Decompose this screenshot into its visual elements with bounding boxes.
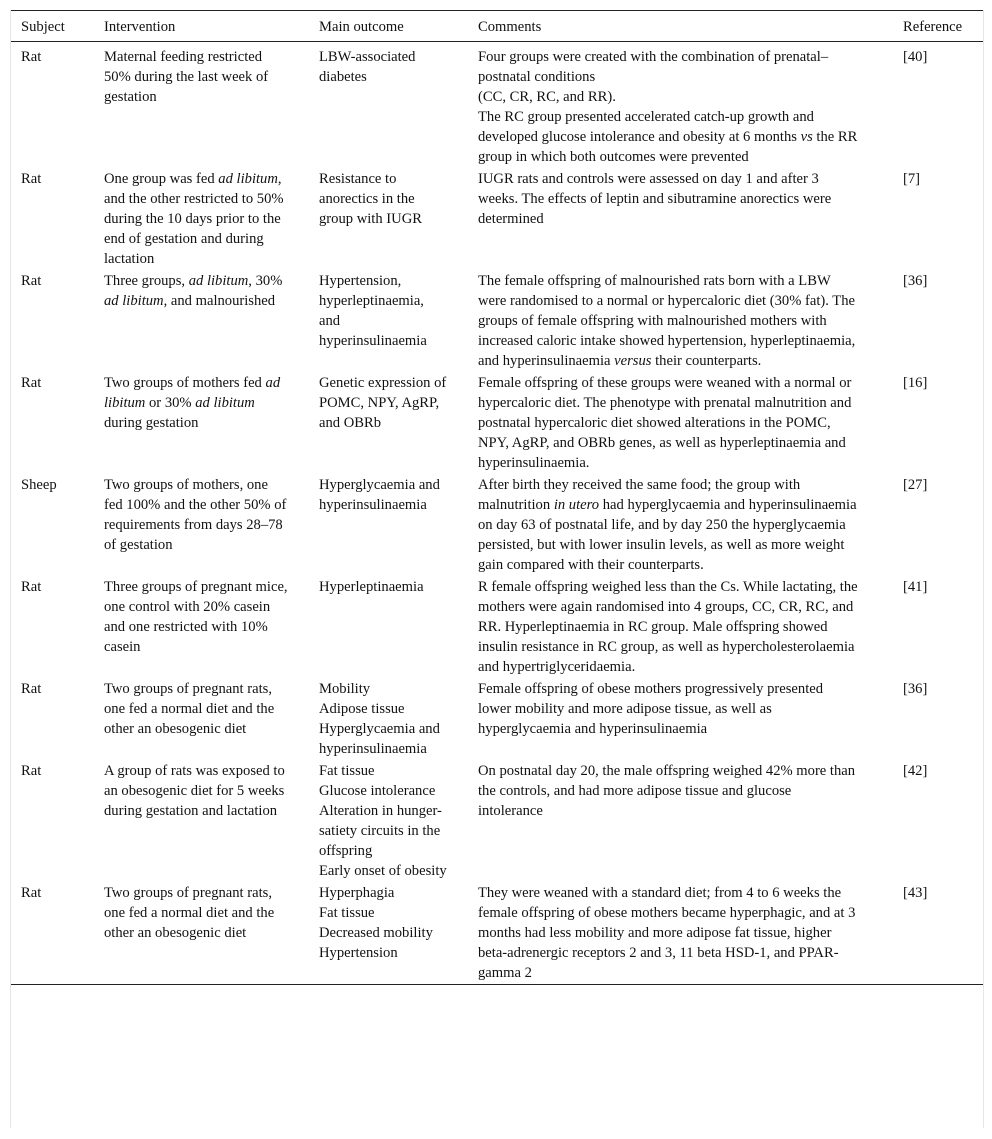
text-segment: or 30% — [145, 395, 196, 411]
text-segment: Four groups were created with the combination of prenatal–postnatal conditions (CC, CR, RC, and RR). The RC group presented accelerated catch-up growth and developed glucose intolerance and obesity at 6 months — [478, 49, 829, 145]
italic-text-segment: ad libitum — [188, 273, 249, 289]
cell-main-outcome — [309, 576, 468, 678]
cell-comments — [468, 474, 893, 576]
text-segment: Hyperleptinaemia — [319, 579, 424, 595]
table-header-row — [11, 11, 983, 42]
text-segment: Hyperglycaemia and hyperinsulinaemia — [319, 477, 440, 513]
italic-text-segment: ad libitum — [104, 375, 281, 411]
table-row — [11, 270, 983, 372]
cell-subject — [11, 270, 94, 372]
text-segment: [41] — [903, 579, 928, 595]
cell-intervention — [94, 372, 309, 474]
text-segment: Rat — [21, 171, 42, 187]
cell-intervention — [94, 882, 309, 985]
table-row — [11, 372, 983, 474]
table-row — [11, 576, 983, 678]
cell-reference — [893, 270, 983, 372]
text-segment: the RR group in which both outcomes were prevented — [478, 129, 858, 165]
text-segment: Two groups of pregnant rats, one fed a normal diet and the other an obesogenic diet — [104, 681, 275, 737]
header-main-outcome: Main outcome — [319, 19, 404, 35]
text-segment: IUGR rats and controls were assessed on day 1 and after 3 weeks. The effects of leptin and sibutramine anorectics were determined — [478, 171, 832, 227]
studies-table — [11, 10, 983, 985]
cell-main-outcome — [309, 474, 468, 576]
table-row — [11, 168, 983, 270]
text-segment: Rat — [21, 579, 42, 595]
cell-subject — [11, 576, 94, 678]
text-segment: Fat tissue Glucose intolerance Alteration in hunger-satiety circuits in the offspring Early onset of obesity — [319, 763, 447, 879]
header-comments: Comments — [478, 19, 542, 35]
table-row — [11, 882, 983, 985]
text-segment: Three groups, — [104, 273, 189, 289]
italic-text-segment: versus — [614, 353, 652, 369]
text-segment: On postnatal day 20, the male offspring weighed 42% more than the controls, and had more adipose tissue and glucose intolerance — [478, 763, 856, 819]
text-segment: [7] — [903, 171, 921, 187]
cell-main-outcome — [309, 168, 468, 270]
cell-comments — [468, 678, 893, 760]
text-segment: Two groups of pregnant rats, one fed a normal diet and the other an obesogenic diet — [104, 885, 275, 941]
text-segment: Mobility Adipose tissue Hyperglycaemia and hyperinsulinaemia — [319, 681, 440, 757]
cell-main-outcome — [309, 42, 468, 169]
text-segment: A group of rats was exposed to an obesogenic diet for 5 weeks during gestation and lactation — [104, 763, 285, 819]
cell-main-outcome — [309, 882, 468, 985]
text-segment: Three groups of pregnant mice, one control with 20% casein and one restricted with 10% casein — [104, 579, 288, 655]
table-container — [10, 10, 984, 1128]
cell-comments — [468, 576, 893, 678]
text-segment: Female offspring of obese mothers progressively presented lower mobility and more adipose tissue, as well as hyperglycaemia and hyperinsulinaemia — [478, 681, 824, 737]
cell-subject — [11, 42, 94, 169]
cell-reference — [893, 474, 983, 576]
cell-subject — [11, 372, 94, 474]
italic-text-segment: vs — [800, 129, 813, 145]
cell-intervention — [94, 168, 309, 270]
text-segment: [16] — [903, 375, 928, 391]
cell-main-outcome — [309, 270, 468, 372]
text-segment: [40] — [903, 49, 928, 65]
text-segment: Two groups of mothers fed — [104, 375, 266, 391]
text-segment: , and malnourished — [163, 293, 276, 309]
text-segment: One group was fed — [104, 171, 219, 187]
table-row — [11, 760, 983, 882]
header-subject: Subject — [21, 19, 65, 35]
text-segment: Rat — [21, 681, 42, 697]
italic-text-segment: ad libitum — [218, 171, 278, 187]
text-segment: Rat — [21, 49, 42, 65]
text-segment: Rat — [21, 763, 42, 779]
text-segment: [36] — [903, 273, 928, 289]
text-segment: [27] — [903, 477, 928, 493]
cell-main-outcome — [309, 678, 468, 760]
text-segment: , and the other restricted to 50% during the 10 days prior to the end of gestation and during lactation — [104, 171, 284, 267]
text-segment: Maternal feeding restricted 50% during the last week of gestation — [104, 49, 269, 105]
text-segment: Resistance to anorectics in the group with IUGR — [319, 171, 422, 227]
cell-subject — [11, 474, 94, 576]
cell-subject — [11, 168, 94, 270]
text-segment: their counterparts. — [651, 353, 762, 369]
cell-reference — [893, 760, 983, 882]
italic-text-segment: in utero — [553, 497, 600, 513]
cell-intervention — [94, 678, 309, 760]
cell-main-outcome — [309, 372, 468, 474]
text-segment: , 30% — [248, 273, 283, 289]
cell-reference — [893, 372, 983, 474]
text-segment: R female offspring weighed less than the Cs. While lactating, the mothers were again randomised into 4 groups, CC, CR, RC, and RR. Hyperleptinaemia in RC group. Male offspring showed insulin resistance in RC group, as well as hypercholesterolaemia and hypertriglyceridaemia. — [478, 579, 858, 675]
text-segment: [43] — [903, 885, 928, 901]
text-segment: had hyperglycaemia and hyperinsulinaemia on day 63 of postnatal life, and by day 250 the hyperglycaemia persisted, but with lower insulin levels, as well as more weight gain compared with their counterparts. — [478, 497, 857, 573]
text-segment: Hyperphagia Fat tissue Decreased mobility Hypertension — [319, 885, 433, 961]
text-segment: Two groups of mothers, one fed 100% and the other 50% of requirements from days 28–78 of gestation — [104, 477, 287, 553]
text-segment: Rat — [21, 885, 42, 901]
cell-comments — [468, 882, 893, 985]
italic-text-segment: ad libitum — [195, 395, 255, 411]
cell-subject — [11, 760, 94, 882]
cell-subject — [11, 678, 94, 760]
cell-comments — [468, 168, 893, 270]
cell-comments — [468, 372, 893, 474]
text-segment: Sheep — [21, 477, 57, 493]
cell-reference — [893, 168, 983, 270]
cell-comments — [468, 42, 893, 169]
cell-reference — [893, 42, 983, 169]
text-segment: Rat — [21, 273, 42, 289]
header-reference: Reference — [903, 19, 963, 35]
text-segment: After birth they received the same food; the group with malnutrition — [478, 477, 801, 513]
cell-main-outcome — [309, 760, 468, 882]
cell-reference — [893, 882, 983, 985]
table-row — [11, 474, 983, 576]
italic-text-segment: ad libitum — [104, 293, 164, 309]
cell-comments — [468, 270, 893, 372]
cell-intervention — [94, 760, 309, 882]
cell-reference — [893, 678, 983, 760]
text-segment: Female offspring of these groups were weaned with a normal or hypercaloric diet. The phenotype with prenatal malnutrition and postnatal hypercaloric diet showed alterations in the POMC, NPY, AgRP, and OBRb genes, as well as hyperleptinaemia and hyperinsulinaemia. — [478, 375, 852, 471]
header-intervention: Intervention — [104, 19, 176, 35]
text-segment: Genetic expression of POMC, NPY, AgRP, and OBRb — [319, 375, 447, 431]
text-segment: Rat — [21, 375, 42, 391]
text-segment: LBW-associated diabetes — [319, 49, 416, 85]
text-segment: during gestation — [104, 415, 199, 431]
cell-subject — [11, 882, 94, 985]
text-segment: The female offspring of malnourished rats born with a LBW were randomised to a normal or hypercaloric diet (30% fat). The groups of female offspring with malnourished mothers with increased caloric intake showed hypertension, hyperleptinaemia, and hyperinsulinaemia — [478, 273, 856, 369]
text-segment: [36] — [903, 681, 928, 697]
cell-comments — [468, 760, 893, 882]
cell-intervention — [94, 474, 309, 576]
text-segment: They were weaned with a standard diet; from 4 to 6 weeks the female offspring of obese mothers became hyperphagic, and at 3 months had less mobility and more adipose fat tissue, higher beta-adrenergic receptors 2 and 3, 11 beta HSD-1, and PPAR-gamma 2 — [478, 885, 856, 981]
cell-reference — [893, 576, 983, 678]
text-segment: [42] — [903, 763, 928, 779]
text-segment: Hypertension, hyperleptinaemia, and hyperinsulinaemia — [319, 273, 427, 349]
cell-intervention — [94, 42, 309, 169]
cell-intervention — [94, 576, 309, 678]
cell-intervention — [94, 270, 309, 372]
table-row — [11, 42, 983, 169]
table-row — [11, 678, 983, 760]
